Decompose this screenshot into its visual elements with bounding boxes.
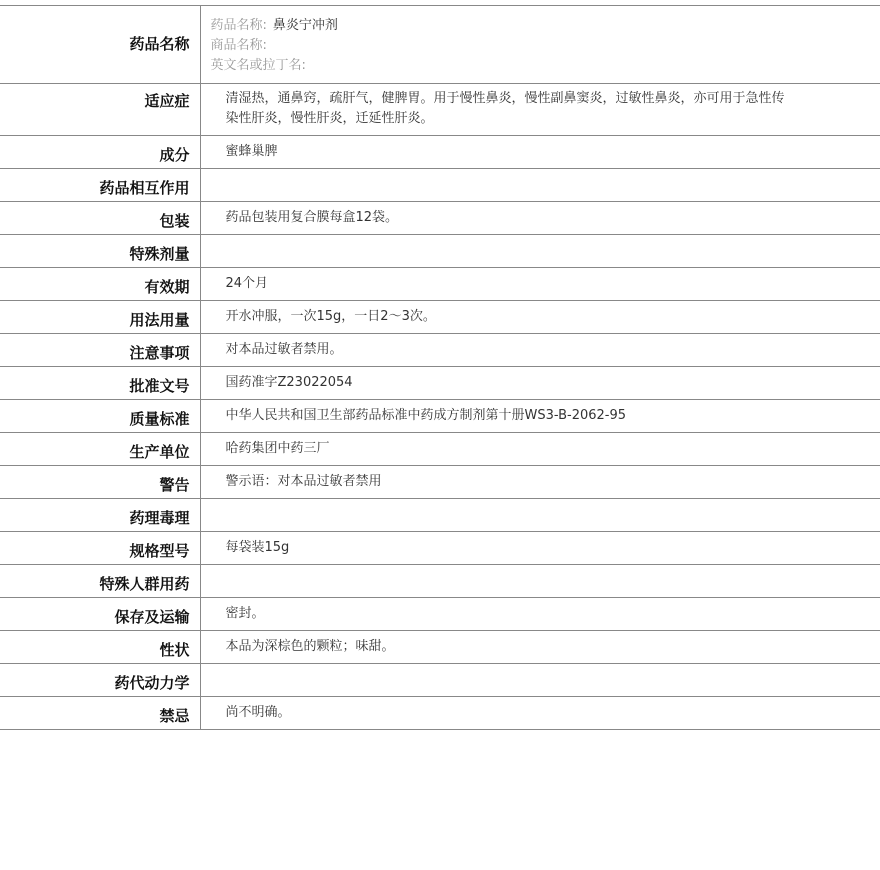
row-value-drug-interactions [200, 169, 880, 202]
table-row-dosage [0, 301, 880, 334]
row-value-quality-standard: 中华人民共和国卫生部药品标准中药成方制剂第十册WS3-B-2062-95 [225, 408, 627, 423]
row-value-packaging: 药品包装用复合膜每盒12袋。 [225, 210, 399, 225]
row-label-special-populations: 特殊人群用药 [0, 565, 200, 598]
row-label-warning: 警告 [0, 466, 200, 499]
row-label-contraindications: 禁忌 [0, 697, 200, 730]
row-label-special-dosage: 特殊剂量 [0, 235, 200, 268]
table-row-pharmacology [0, 499, 880, 532]
table-row-special-dosage [0, 235, 880, 268]
row-label-storage: 保存及运输 [0, 598, 200, 631]
table-row-description [0, 631, 880, 664]
row-label-approval-number: 批准文号 [0, 367, 200, 400]
english-name-label: 英文名或拉丁名: [210, 58, 306, 73]
table-row-drug-interactions [0, 169, 880, 202]
row-value-warning: 警示语：对本品过敏者禁用 [225, 474, 382, 489]
trade-name-label: 商品名称: [210, 38, 267, 53]
table-row-drug-name [0, 6, 880, 84]
row-label-pharmacology: 药理毒理 [0, 499, 200, 532]
english-name-line [211, 56, 880, 76]
row-label-shelf-life: 有效期 [0, 268, 200, 301]
row-value-ingredients: 蜜蜂巢脾 [225, 144, 278, 159]
row-label-drug-interactions: 药品相互作用 [0, 169, 200, 202]
row-label-quality-standard: 质量标准 [0, 400, 200, 433]
table-row-special-populations [0, 565, 880, 598]
row-value-manufacturer: 哈药集团中药三厂 [225, 441, 330, 456]
row-value-approval-number: 国药准字Z23022054 [225, 375, 353, 390]
table-row-shelf-life [0, 268, 880, 301]
generic-name-line [211, 16, 880, 36]
row-value-description: 本品为深棕色的颗粒；味甜。 [225, 639, 395, 654]
table-row-pharmacokinetics [0, 664, 880, 697]
generic-name-label: 药品名称: [210, 18, 267, 33]
row-label-packaging: 包装 [0, 202, 200, 235]
row-label-pharmacokinetics: 药代动力学 [0, 664, 200, 697]
row-label-specification: 规格型号 [0, 532, 200, 565]
table-row-approval-number [0, 367, 880, 400]
table-row-specification [0, 532, 880, 565]
table-row-precautions [0, 334, 880, 367]
table-row-quality-standard [0, 400, 880, 433]
trade-name-line [211, 36, 880, 56]
table-row-warning [0, 466, 880, 499]
row-value-storage: 密封。 [225, 606, 265, 621]
row-label-ingredients: 成分 [0, 136, 200, 169]
row-label-description: 性状 [0, 631, 200, 664]
table-row-manufacturer [0, 433, 880, 466]
row-value-precautions: 对本品过敏者禁用。 [225, 342, 343, 357]
generic-name-value: 鼻炎宁冲剂 [272, 18, 338, 33]
row-value-shelf-life: 24个月 [225, 276, 269, 291]
row-label-precautions: 注意事项 [0, 334, 200, 367]
row-value-contraindications: 尚不明确。 [225, 705, 291, 720]
row-value-pharmacology [200, 499, 880, 532]
row-label-dosage: 用法用量 [0, 301, 200, 334]
row-value-dosage: 开水冲服，一次15g，一日2～3次。 [225, 309, 436, 324]
table-row-packaging [0, 202, 880, 235]
row-value-special-dosage [200, 235, 880, 268]
table-row-contraindications [0, 697, 880, 730]
row-label-drug-name: 药品名称 [0, 6, 200, 84]
row-label-indications: 适应症 [0, 84, 200, 136]
drug-name-cell [200, 6, 880, 84]
row-label-manufacturer: 生产单位 [0, 433, 200, 466]
row-value-indications: 清湿热，通鼻窍，疏肝气，健脾胃。用于慢性鼻炎，慢性副鼻窦炎，过敏性鼻炎，亦可用于急性传染性肝炎，慢性肝炎，迁延性肝炎。 [225, 91, 785, 126]
row-value-special-populations [200, 565, 880, 598]
table-row-indications [0, 84, 880, 136]
row-value-specification: 每袋装15g [225, 540, 290, 555]
row-value-pharmacokinetics [200, 664, 880, 697]
table-row-storage [0, 598, 880, 631]
drug-info-table [0, 5, 880, 730]
table-row-ingredients [0, 136, 880, 169]
